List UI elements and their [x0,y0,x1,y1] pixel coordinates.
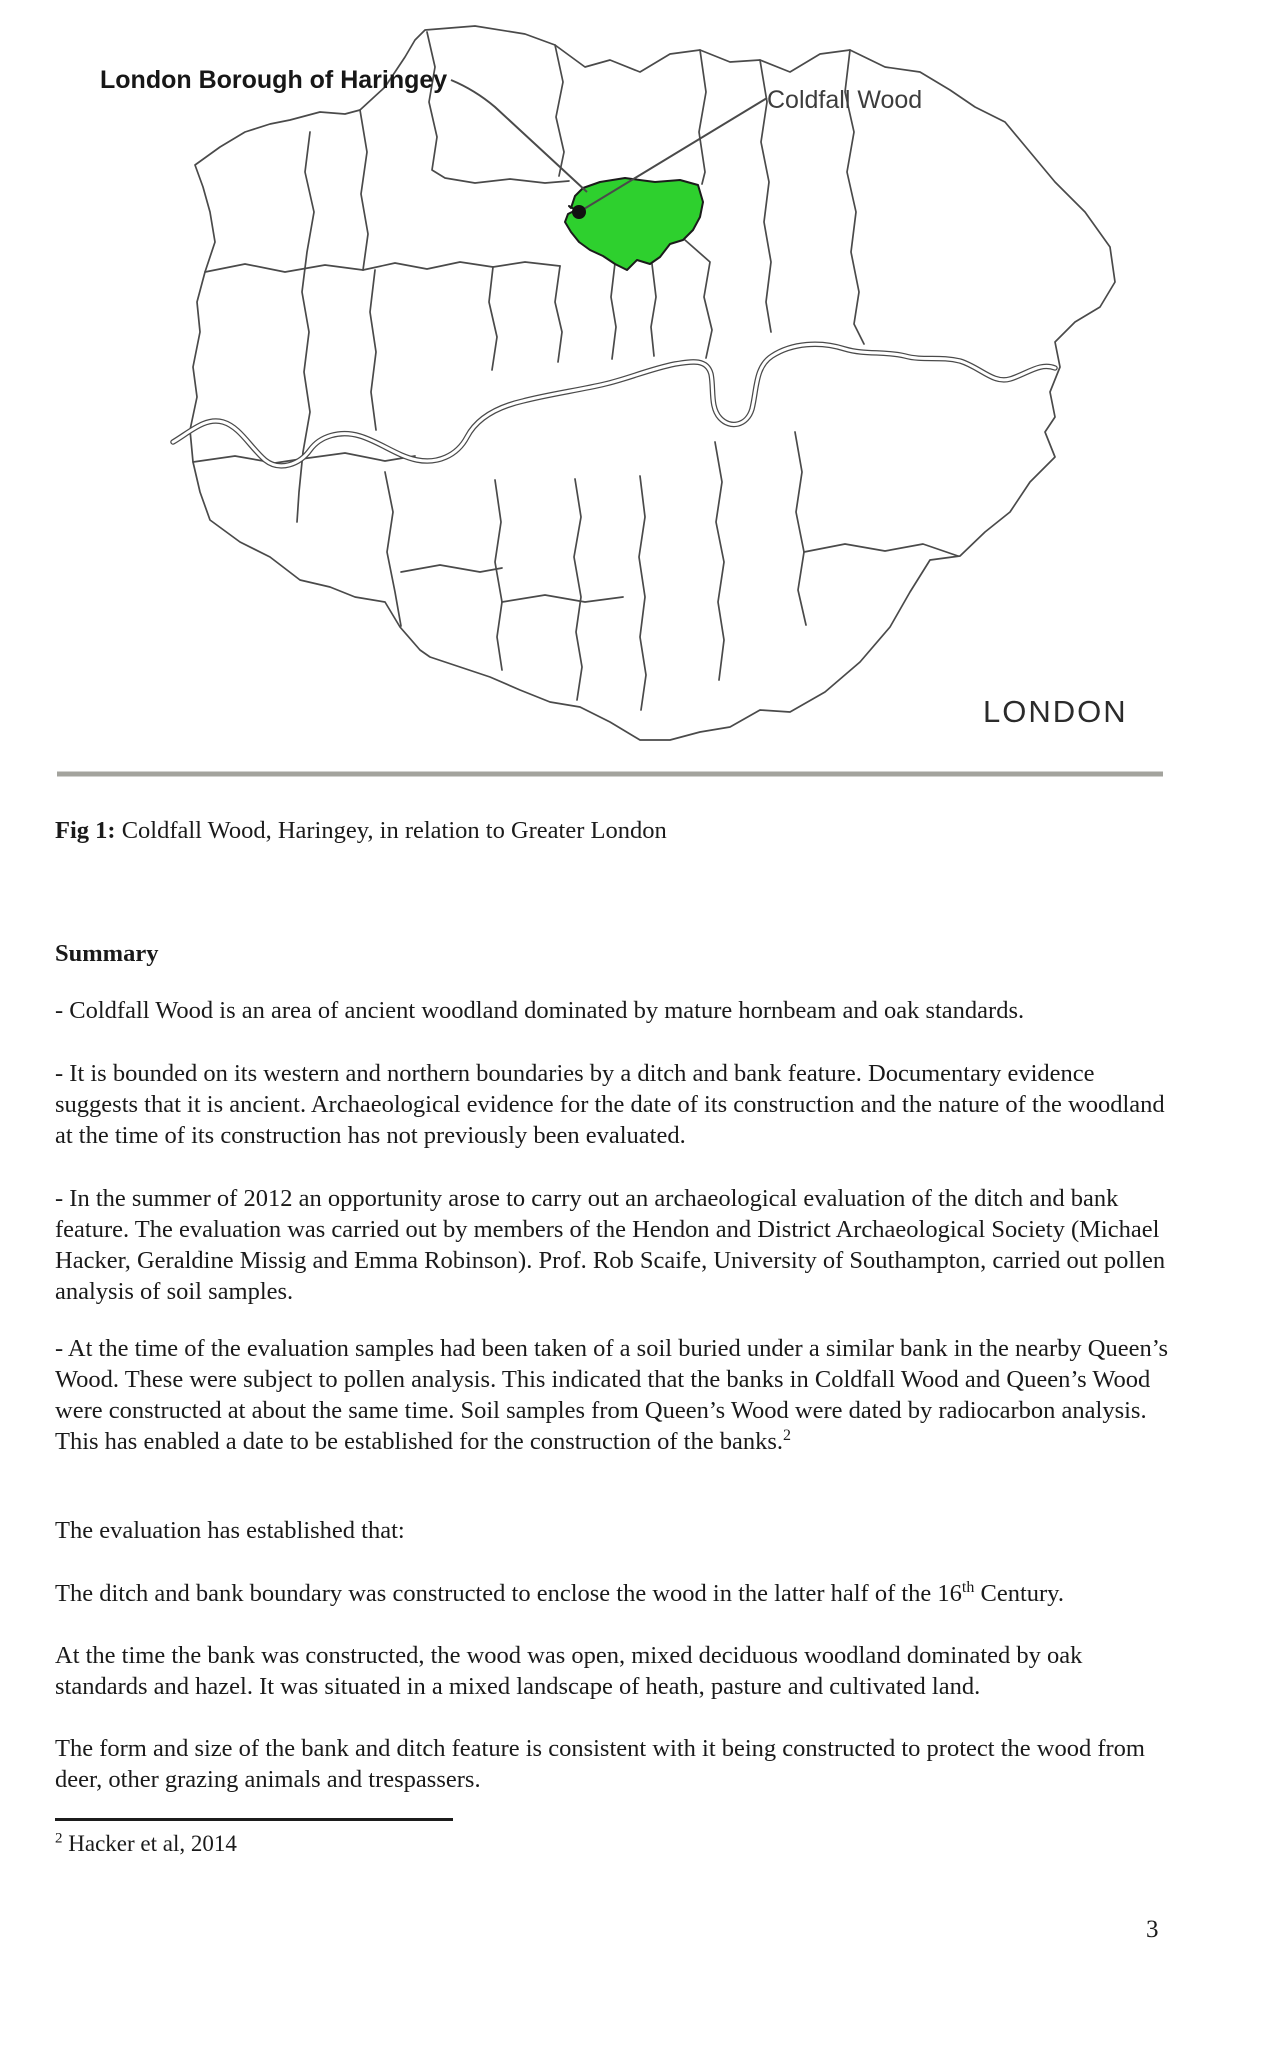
figure-caption-text: Coldfall Wood, Haringey, in relation to Greater London [115,817,667,844]
paragraph-8: The form and size of the bank and ditch feature is consistent with it being constructed to protect the wood from deer, other grazing animals and trespassers. [55,1735,1145,1793]
footnote-text: Hacker et al, 2014 [62,1831,237,1856]
paragraph-6-text: The ditch and bank boundary was constructed to enclose the wood in the latter half of the 16 [55,1580,962,1607]
map-label-london: LONDON [983,694,1128,729]
paragraph-5: The evaluation has established that: [55,1517,405,1544]
page-number: 3 [1146,1916,1159,1943]
figure-caption [55,815,1170,846]
paragraph-4 [55,1333,1170,1457]
footnote-rule [55,1818,453,1821]
paragraph-6 [55,1578,1170,1609]
london-borough-map [55,12,1165,782]
paragraph-2: - It is bounded on its western and northern boundaries by a ditch and bank feature. Documentary evidence suggests that it is ancient. Archaeological evidence for the date of its construction and the nature of the woodland at the time of its construction has not previously been evaluated. [55,1060,1165,1149]
figure-caption-number: Fig 1: [55,817,116,844]
greater-london-outline [190,26,1115,740]
haringey-leader-line [451,80,587,192]
footnote-marker: 2 [55,1830,63,1847]
paragraph-7: At the time the bank was constructed, the wood was open, mixed deciduous woodland dominated by oak standards and hazel. It was situated in a mixed landscape of heath, pasture and cultivated land. [55,1642,1083,1700]
ordinal-superscript: th [961,1578,975,1596]
paragraph-4-text: - At the time of the evaluation samples had been taken of a soil buried under a similar bank in the nearby Queen’s Wood. These were subject to pollen analysis. This indicated that the banks in Coldfall Wood and Queen’s Wood were constructed at about the same time. Soil samples from Queen’s Wood were dated by radiocarbon analysis. This has enabled a date to be established for the construction of the banks. [55,1335,1169,1455]
figure-map [55,12,1165,782]
borough-boundaries [190,26,1115,740]
paragraph-1: - Coldfall Wood is an area of ancient woodland dominated by mature hornbeam and oak standards. [55,997,1025,1024]
map-label-haringey: London Borough of Haringey [100,66,448,94]
summary-heading: Summary [55,940,159,967]
footnote-reference: 2 [782,1426,791,1444]
footnote [55,1828,1170,1859]
map-label-coldfall: Coldfall Wood [767,86,923,114]
paragraph-6-end: Century. [974,1580,1064,1607]
coldfall-dot [572,205,586,219]
paragraph-3: - In the summer of 2012 an opportunity arose to carry out an archaeological evaluation of the ditch and bank feature. The evaluation was carried out by members of the Hendon and District Archaeological Society (Michael Hacker, Geraldine Missig and Emma Robinson). Prof. Rob Scaife, University of Southampton, carried out pollen analysis of soil samples. [55,1185,1166,1305]
